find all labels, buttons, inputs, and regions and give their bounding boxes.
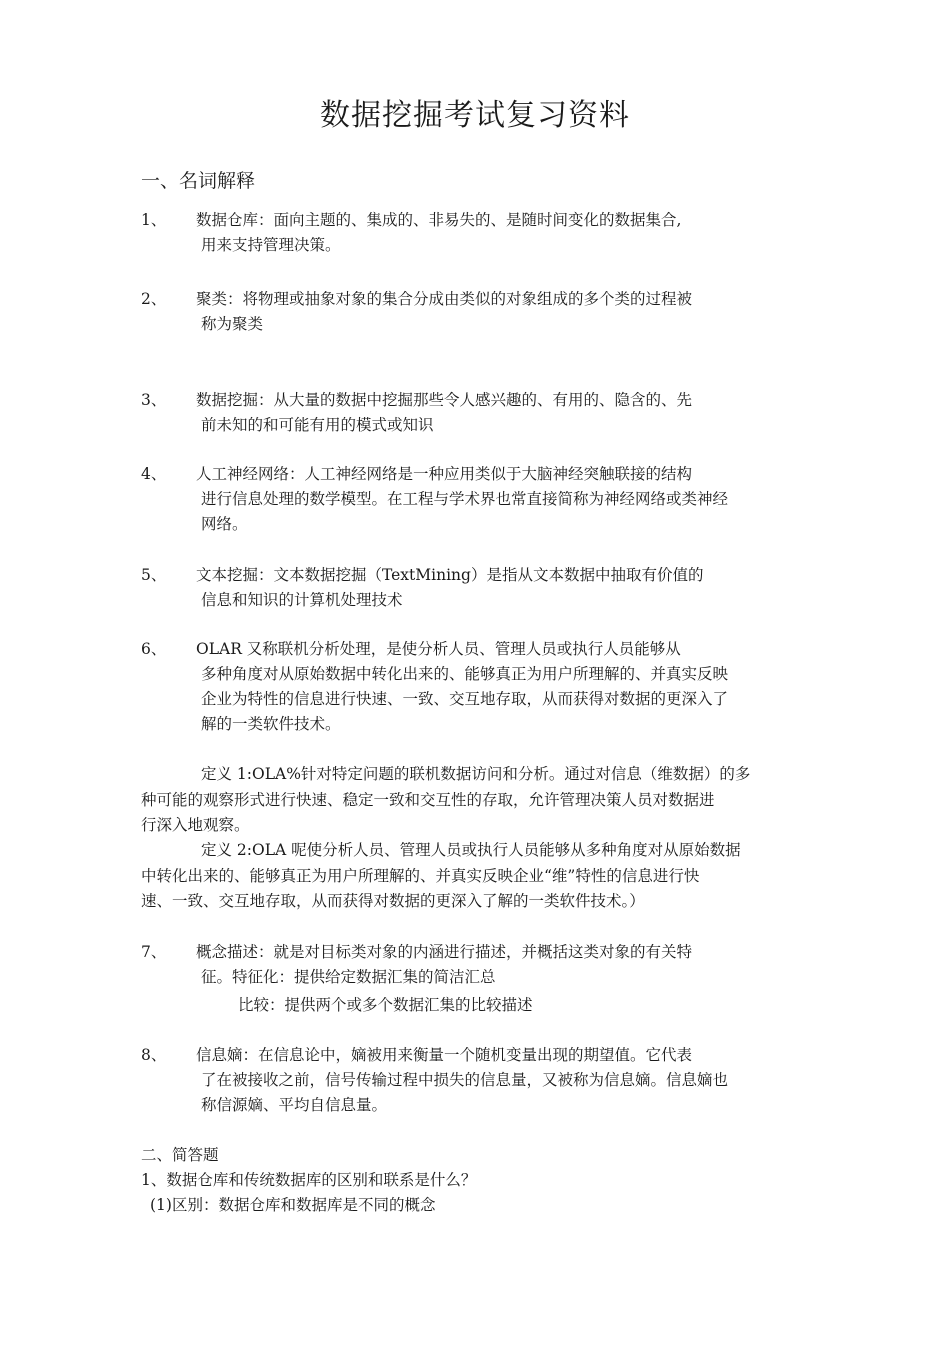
item-line: 数据挖掘：从大量的数据中挖掘那些令人感兴趣的、有用的、隐含的、先 <box>196 391 693 409</box>
item-text <box>196 940 811 990</box>
section-heading-short-answer: 二、简答题 <box>141 1146 219 1164</box>
item-line: 文本挖掘：文本数据挖掘（TextMining）是指从文本数据中抽取有价值的 <box>196 566 704 584</box>
question-1: 1、数据仓库和传统数据库的区别和联系是什么？ <box>141 1171 477 1189</box>
definition-paragraph-2 <box>141 838 821 915</box>
item-text <box>196 462 811 537</box>
item-line: OLAR 又称联机分析处理，是使分析人员、管理人员或执行人员能够从 <box>196 640 681 658</box>
item-text <box>196 287 811 337</box>
item-line: 征。特征化：提供给定数据汇集的简洁汇总 <box>201 968 496 986</box>
item-compare-line: 比较：提供两个或多个数据汇集的比较描述 <box>238 996 533 1014</box>
item-line: 概念描述：就是对目标类对象的内涵进行描述，并概括这类对象的有关特 <box>196 943 693 961</box>
definition-line: 种可能的观察形式进行快速、稳定一致和交互性的存取，允许管理决策人员对数据进 <box>141 790 715 809</box>
definition-line: 定义 2:OLA 呢使分析人员、管理人员或执行人员能够从多种角度对从原始数据 <box>201 841 741 859</box>
item-number: 5、 <box>141 566 167 584</box>
item-number: 8、 <box>141 1046 167 1064</box>
item-text <box>196 637 811 737</box>
item-number: 7、 <box>141 943 167 961</box>
item-line: 信息和知识的计算机处理技术 <box>201 591 403 609</box>
item-line: 企业为特性的信息进行快速、一致、交互地存取，从而获得对数据的更深入了 <box>201 690 729 708</box>
item-line: 人工神经网络：人工神经网络是一种应用类似于大脑神经突触联接的结构 <box>196 465 693 483</box>
definition-line: 行深入地观察。 <box>141 816 250 834</box>
item-line: 了在被接收之前，信号传输过程中损失的信息量，又被称为信息嫡。信息嫡也 <box>201 1071 729 1089</box>
item-line: 称为聚类 <box>201 315 264 333</box>
definition-line: 中转化出来的、能够真正为用户所理解的、并真实反映企业“维”特性的信息进行快 <box>141 866 700 885</box>
item-line: 多种角度对从原始数据中转化出来的、能够真正为用户所理解的、并真实反映 <box>201 665 729 683</box>
item-line: 用来支持管理决策。 <box>201 236 341 254</box>
definition-line: 速、一致、交互地存取，从而获得对数据的更深入了解的一类软件技术。） <box>141 892 645 910</box>
section-heading-glossary: 一、名词解释 <box>141 170 256 192</box>
item-text <box>196 1043 811 1118</box>
item-line: 进行信息处理的数学模型。在工程与学术界也常直接简称为神经网络或类神经 <box>201 490 729 508</box>
item-text <box>196 388 811 438</box>
item-line: 聚类：将物理或抽象对象的集合分成由类似的对象组成的多个类的过程被 <box>196 290 693 308</box>
item-line: 数据仓库：面向主题的、集成的、非易失的、是随时间变化的数据集合, <box>196 211 682 229</box>
item-line: 称信源嫡、平均自信息量。 <box>201 1096 388 1114</box>
item-line: 解的一类软件技术。 <box>201 715 341 733</box>
item-text <box>196 563 811 613</box>
item-line: 前未知的和可能有用的模式或知识 <box>201 416 434 434</box>
item-number: 2、 <box>141 290 167 308</box>
item-number: 4、 <box>141 465 167 483</box>
item-number: 3、 <box>141 391 167 409</box>
item-line: 网络。 <box>201 515 248 533</box>
item-line: 信息嫡：在信息论中，嫡被用来衡量一个随机变量出现的期望值。它代表 <box>196 1046 693 1064</box>
definition-paragraph-1 <box>141 762 821 839</box>
item-number: 1、 <box>141 211 167 229</box>
definition-line: 定义 1:OLA%针对特定问题的联机数据访问和分析。通过对信息（维数据）的多 <box>201 765 751 783</box>
item-text <box>196 208 811 258</box>
question-1-subpoint: (1)区别：数据仓库和数据库是不同的概念 <box>150 1196 436 1214</box>
document-title: 数据挖掘考试复习资料 <box>320 98 630 133</box>
item-number: 6、 <box>141 640 167 658</box>
